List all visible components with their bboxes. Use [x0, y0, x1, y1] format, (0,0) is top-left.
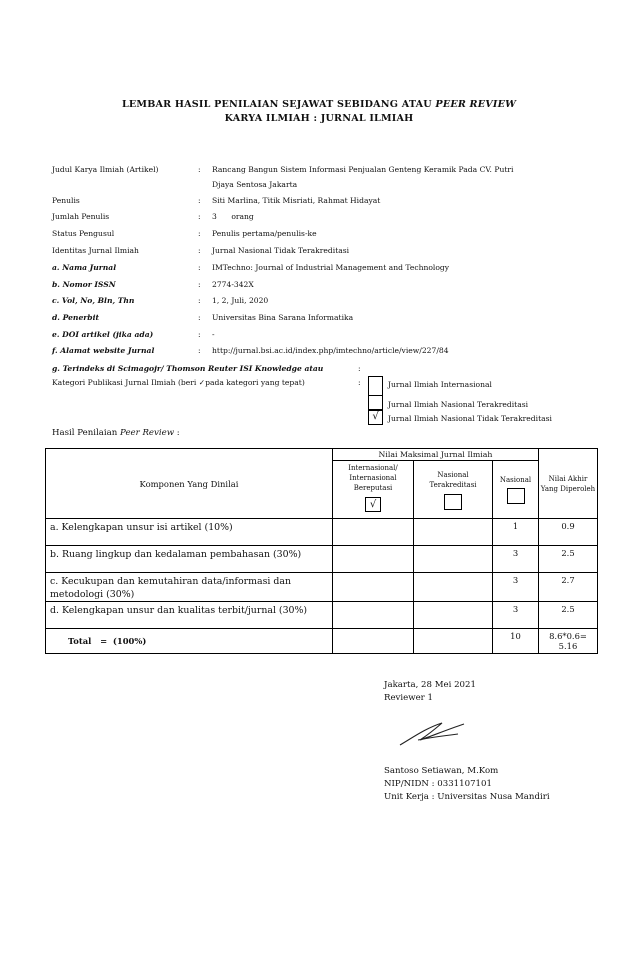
colon: :	[198, 263, 201, 272]
colon: :	[198, 313, 201, 322]
colon: :	[198, 196, 201, 205]
national-accredited-checkbox[interactable]	[444, 494, 462, 510]
title-prefix: LEMBAR HASIL PENILAIAN SEJAWAT SEBIDANG ATAU	[121, 99, 436, 110]
review-heading-italic: Peer Review	[120, 428, 175, 438]
header-international-text: Internasional/ Internasional Bereputasi	[348, 464, 398, 492]
colon: :	[198, 165, 201, 174]
row-label: Penulis	[52, 196, 80, 205]
row-intl	[333, 573, 414, 602]
header-max: Nilai Maksimal Jurnal Ilmiah	[333, 449, 539, 461]
category-checkbox-not-accredited[interactable]: √	[368, 410, 383, 425]
colon: :	[358, 364, 361, 373]
row-final: 2.5	[539, 602, 598, 629]
row-label: Status Pengusul	[52, 229, 115, 238]
signature-scribble	[398, 718, 468, 748]
category-label-text: Kategori Publikasi Jurnal Ilmiah (beri ✓pada kategori yang tepat)	[52, 378, 305, 387]
row-value: Siti Marlina, Titik Misriati, Rahmat Hidayat	[212, 196, 381, 205]
review-heading-suffix: :	[174, 428, 180, 438]
category-option-accredited: Jurnal Ilmiah Nasional Terakreditasi	[388, 400, 529, 409]
row-intl	[333, 546, 414, 573]
table-row	[46, 546, 598, 573]
row-value: Rancang Bangun Sistem Informasi Penjualan Genteng Keramik Pada CV. Putri	[212, 165, 514, 174]
colon: :	[198, 246, 201, 255]
row-nas: 1	[493, 519, 539, 546]
row-component: a. Kelengkapan unsur isi artikel (10%)	[46, 519, 333, 546]
colon: :	[198, 280, 201, 289]
colon: :	[358, 378, 361, 387]
total-intl	[333, 629, 414, 654]
row-nas-akr	[414, 546, 493, 573]
international-checkbox[interactable]: √	[365, 497, 381, 512]
table-row-total	[46, 629, 598, 654]
table-row	[46, 519, 598, 546]
row-label: a. Nama Jurnal	[52, 263, 117, 272]
row-final: 0.9	[539, 519, 598, 546]
row-nas: 3	[493, 546, 539, 573]
category-checkbox-international[interactable]	[368, 376, 383, 395]
header-final: Nilai Akhir Yang Diperoleh	[539, 449, 598, 519]
review-heading-prefix: Hasil Penilaian	[52, 428, 121, 438]
national-checkbox[interactable]	[507, 488, 525, 504]
total-nas-akr	[414, 629, 493, 654]
header-national-accredited	[414, 461, 493, 519]
sign-place-date: Jakarta, 28 Mei 2021	[384, 680, 476, 690]
row-label: Identitas Jurnal Ilmiah	[52, 246, 139, 255]
colon: :	[198, 229, 201, 238]
row-value: Penulis pertama/penulis-ke	[212, 229, 317, 238]
row-label: Judul Karya Ilmiah (Artikel)	[52, 165, 159, 174]
category-option-not-accredited: Jurnal Ilmiah Nasional Tidak Terakreditasi	[388, 414, 552, 423]
row-value: Jurnal Nasional Tidak Terakreditasi	[212, 246, 350, 255]
review-table	[45, 448, 598, 654]
row-value: 3 orang	[212, 212, 254, 221]
category-checkbox-accredited[interactable]	[368, 395, 383, 410]
total-final: 8.6*0.6= 5.16	[539, 629, 598, 654]
row-label: e. DOI artikel (jika ada)	[52, 330, 154, 339]
row-value: 1, 2, Juli, 2020	[212, 296, 269, 305]
header-component: Komponen Yang Dinilai	[46, 449, 333, 519]
table-row	[46, 602, 598, 629]
header-national-accredited-text: Nasional Terakreditasi	[429, 470, 477, 489]
row-component: b. Ruang lingkup dan kedalaman pembahasan (30%)	[46, 546, 333, 573]
category-label	[52, 378, 332, 388]
row-intl	[333, 519, 414, 546]
row-value: -	[212, 330, 215, 339]
row-label: f. Alamat website Jurnal	[52, 346, 155, 355]
row-label: Jumlah Penulis	[52, 212, 110, 221]
row-nas: 3	[493, 573, 539, 602]
row-nas-akr	[414, 573, 493, 602]
row-value: IMTechno: Journal of Industrial Management and Technology	[212, 263, 450, 272]
sign-nip: NIP/NIDN : 0331107101	[384, 779, 492, 789]
row-value: http://jurnal.bsi.ac.id/index.php/imtechno/article/view/227/84	[212, 346, 449, 355]
total-label: Total = (100%)	[46, 629, 333, 654]
row-label: b. Nomor ISSN	[52, 280, 116, 289]
sign-name: Santoso Setiawan, M.Kom	[384, 766, 499, 776]
colon: :	[198, 346, 201, 355]
row-component: c. Kecukupan dan kemutahiran data/informasi dan metodologi (30%)	[46, 573, 333, 602]
colon: :	[198, 296, 201, 305]
row-intl	[333, 602, 414, 629]
row-value-cont: Djaya Sentosa Jakarta	[212, 180, 298, 189]
category-option-international: Jurnal Ilmiah Internasional	[388, 380, 492, 389]
row-final: 2.7	[539, 573, 598, 602]
row-component: d. Kelengkapan unsur dan kualitas terbit/jurnal (30%)	[46, 602, 333, 629]
row-nas: 3	[493, 602, 539, 629]
document-title-line-1	[0, 99, 638, 110]
row-nas-akr	[414, 602, 493, 629]
row-value: 2774-342X	[212, 280, 254, 289]
colon: :	[198, 330, 201, 339]
header-national	[493, 461, 539, 519]
row-label: g. Terindeks di Scimagojr/ Thomson Reuter ISI Knowledge atau	[52, 364, 324, 373]
colon: :	[198, 212, 201, 221]
document-title-line-2: KARYA ILMIAH : JURNAL ILMIAH	[224, 113, 414, 124]
row-nas-akr	[414, 519, 493, 546]
row-label: c. Vol, No, Bln, Thn	[52, 296, 135, 305]
sign-role: Reviewer 1	[384, 693, 433, 703]
row-final: 2.5	[539, 546, 598, 573]
review-heading	[52, 428, 180, 438]
total-nas: 10	[493, 629, 539, 654]
sign-unit: Unit Kerja : Universitas Nusa Mandiri	[384, 792, 550, 802]
title-italic: PEER REVIEW	[435, 99, 517, 110]
table-row	[46, 573, 598, 602]
header-international	[333, 461, 414, 519]
header-national-text: Nasional	[499, 475, 532, 484]
row-label: d. Penerbit	[52, 313, 99, 322]
row-value: Universitas Bina Sarana Informatika	[212, 313, 354, 322]
